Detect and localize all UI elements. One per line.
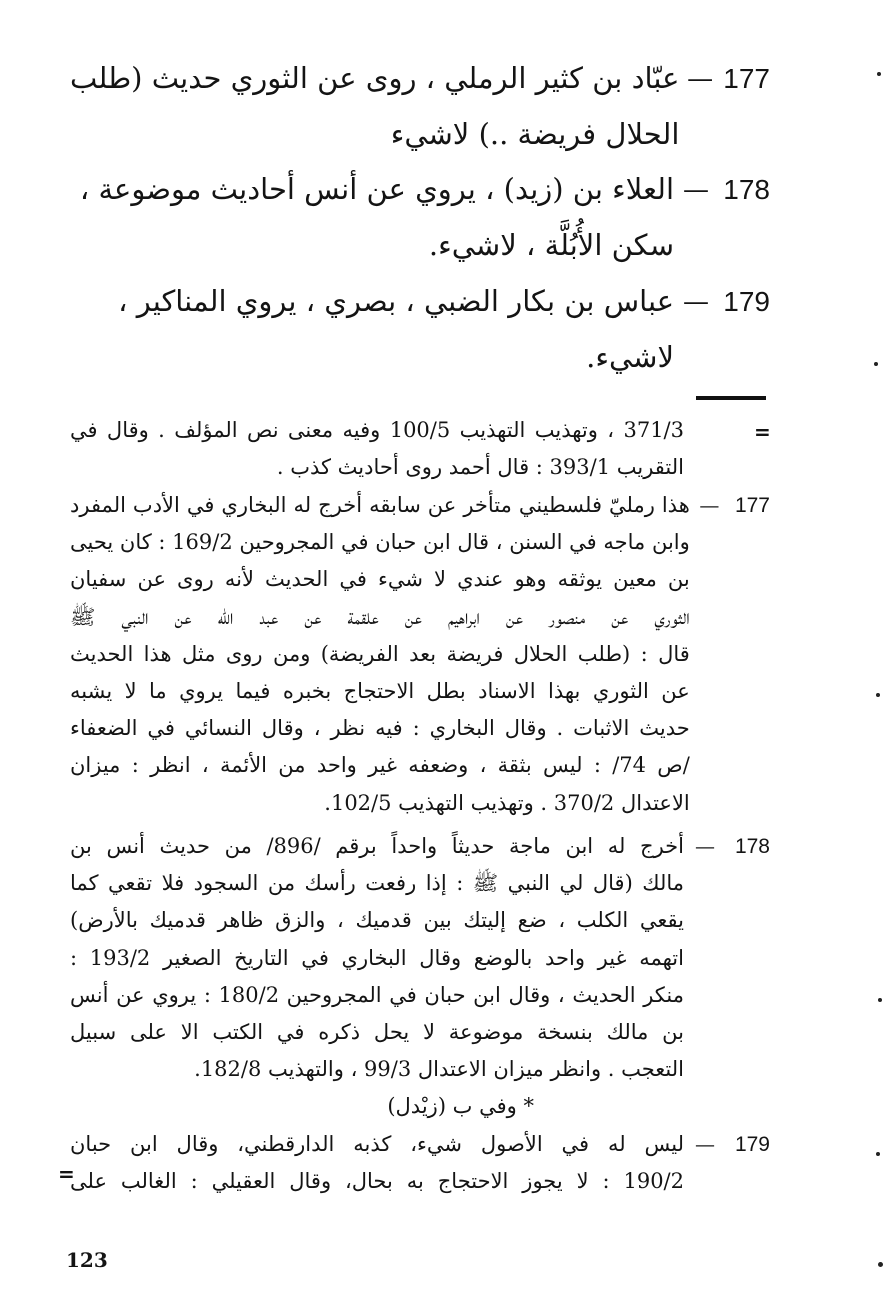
entry-number: 178 <box>723 174 770 205</box>
footnote-line: اتهمه غير واحد بالوضع وقال البخاري في التاريخ الصغير 193/2 : <box>70 945 684 970</box>
footnote-number: 179 <box>734 1133 770 1156</box>
footnote-line: يقعي الكلب ، ضع إليتك بين قدميك ، والزق ظاهر قدميك بالأرض) <box>70 908 684 933</box>
footnote-line: وابن ماجه في السنن ، قال ابن حبان في المجروحين 169/2 : كان يحيى <box>70 530 690 555</box>
entry-line: عباس بن بكار الضبي ، بصري ، يروي المناكير ، <box>118 284 674 318</box>
entry-178 <box>70 161 770 273</box>
footnote-text <box>70 828 684 1126</box>
entry-line: الحلال فريضة ..) لاشيء <box>390 117 680 151</box>
footnote-line: بن معين يوثقه وهو عندي لا شيء في الحديث لأنه روى عن سفيان <box>70 567 690 592</box>
footnote-line: منكر الحديث ، وقال ابن حبان في المجروحين 180/2 : يروي عن أنس <box>70 982 684 1007</box>
entry-number: 177 <box>723 63 770 94</box>
footnote-178 <box>70 828 770 1126</box>
footnote-dash: — <box>699 493 720 517</box>
footnote-line: 190/2 : لا يجوز الاحتجاج به بحال، وقال العقيلي : الغالب على <box>70 1169 684 1194</box>
entry-text <box>70 161 674 273</box>
footnote-line: أخرج له ابن ماجة حديثاً واحداً برقم /896/ من حديث أنس بن <box>70 834 684 858</box>
footnote-line: الثوري عن منصور عن ابراهيم عن علقمة عن عبد الله عن النبي ﷺ <box>70 604 690 629</box>
continuation-tail-mark: = <box>58 1162 75 1186</box>
scan-speck <box>876 693 880 697</box>
footnote-variant-note: * وفي ب (زيْدل) <box>387 1094 534 1119</box>
footnote-line: التعجب . وانظر ميزان الاعتدال 99/3 ، والتهذيب 182/8. <box>194 1057 684 1082</box>
scan-speck <box>876 1152 880 1156</box>
entry-line: العلاء بن (زيد) ، يروي عن أنس أحاديث موضوعة ، <box>79 172 674 206</box>
footnote-line: هذا رمليّ فلسطيني متأخر عن سابقه أخرج له البخاري في الأدب المفرد <box>70 493 690 517</box>
page-number: 123 <box>66 1248 108 1272</box>
footnote-line: ليس له في الأصول شيء، كذبه الدارقطني، وقال ابن حبان <box>70 1132 684 1156</box>
footnote-line: الاعتدال 370/2 . وتهذيب التهذيب 102/5. <box>324 790 690 815</box>
footnote-dash: — <box>695 834 715 858</box>
entry-177 <box>70 50 770 162</box>
footnote-line: /ص 74/ : ليس بثقة ، وضعفه غير واحد من الأئمة ، انظر : ميزان <box>70 753 690 778</box>
entry-line: عبّاد بن كثير الرملي ، روى عن الثوري حديث (طلب <box>70 61 680 95</box>
footnote-line: مالك (قال لي النبي ﷺ : إذا رفعت رأسك من السجود فلا تقعي كما <box>70 871 684 896</box>
footnote-line: بن مالك بنسخة موضوعة لا يحل ذكره في الكتب الا على سبيل <box>70 1020 684 1045</box>
footnote-line: التقريب 393/1 : قال أحمد روى أحاديث كذب . <box>276 455 684 480</box>
entry-number: 179 <box>723 286 770 317</box>
footnote-continued <box>70 412 770 486</box>
footnote-text <box>70 412 684 486</box>
entry-dash: — <box>683 287 709 317</box>
footnote-179 <box>70 1126 770 1200</box>
footnote-line: عن الثوري بهذا الاسناد بطل الاحتجاج بخبره فيما يروي ما لا يشبه <box>70 679 690 704</box>
entry-179 <box>70 273 770 385</box>
footnote-line: قال : (طلب الحلال فريضة بعد الفريضة) ومن روى مثل هذا الحديث <box>70 641 690 666</box>
entry-line: لاشيء. <box>586 340 674 374</box>
entry-text <box>70 273 674 385</box>
scan-speck <box>878 998 882 1002</box>
entry-text <box>70 50 679 162</box>
scan-speck <box>874 362 878 366</box>
footnote-number: 178 <box>734 835 770 858</box>
footnote-separator <box>696 396 766 400</box>
footnote-text <box>70 487 690 822</box>
footnote-dash: — <box>695 1132 715 1156</box>
entry-line: سكن الأُبُلَّة ، لاشيء. <box>428 228 674 262</box>
entry-dash: — <box>687 64 714 94</box>
footnote-number: 177 <box>734 494 770 517</box>
footnote-text <box>70 1126 684 1200</box>
footnote-177 <box>70 487 770 822</box>
scan-speck <box>877 72 881 76</box>
footnote-line: 371/3 ، وتهذيب التهذيب 100/5 وفيه معنى نص المؤلف . وقال في <box>70 418 684 442</box>
scan-speck <box>878 1262 883 1267</box>
footnote-line: حديث الاثبات . وقال البخاري : فيه نظر ، وقال النسائي في الضعفاء <box>70 716 690 741</box>
continuation-mark: = <box>754 420 771 444</box>
entry-dash: — <box>683 175 709 205</box>
